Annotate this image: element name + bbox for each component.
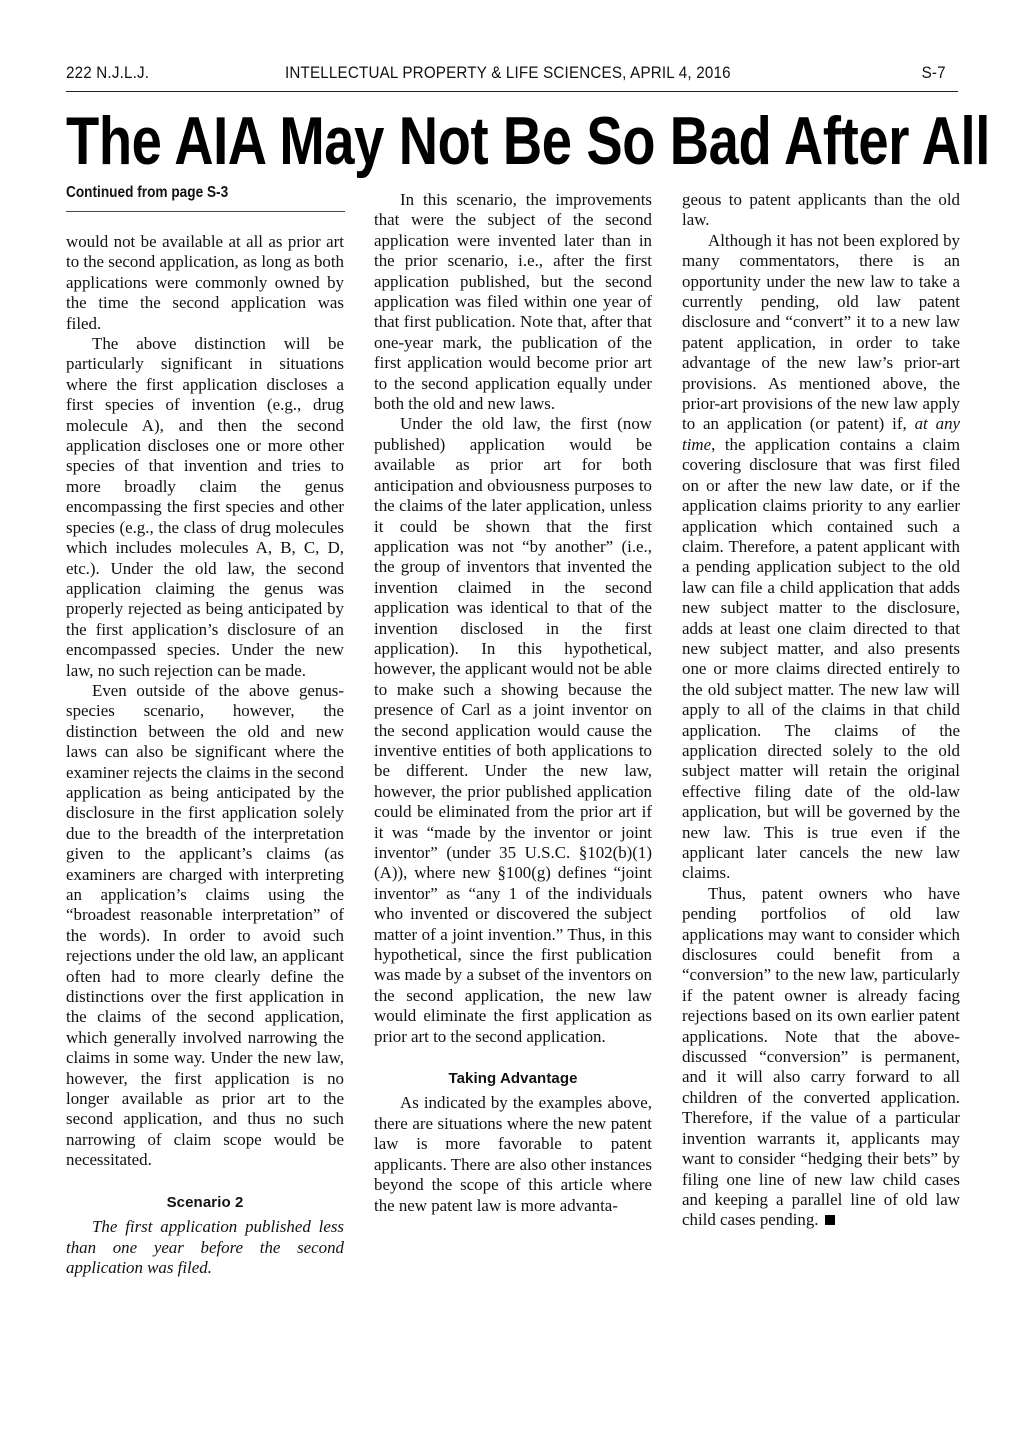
continued-from-label: Continued from page S-3 xyxy=(66,184,229,201)
paragraph: Under the old law, the first (now published) application would be available as prior art for both anticipation and obviousness purposes to the claims of the later application, unless it could be shown that the first application was not “by another” (i.e., the group of inventors that invented the invention claimed in the second application was identical to that of the invention disclosed in the first application). In this hypothetical, however, the applicant would not be able to make such a showing because the presence of Carl as a joint inventor on the second application would cause the inventive entities of both applications to be different. Under the new law, however, the prior published application could be eliminated from the prior art if it was “made by the inventor or joint inventor” (under 35 U.S.C. §102(b)(1)(A)), where new §100(g) defines “joint inventor” as “any 1 of the individuals who invented or discovered the subject matter of a joint invention.” Thus, in this hypothetical, since the first publication was made by a subset of the inventors on the second application, the new law would eliminate the first application as prior art to the second application. xyxy=(374,414,652,1046)
running-head xyxy=(66,64,958,90)
paragraph xyxy=(682,884,960,1231)
section-title: INTELLECTUAL PROPERTY & LIFE SCIENCES, APRIL 4, 2016 xyxy=(284,64,731,82)
page-number: S-7 xyxy=(921,64,946,82)
paragraph: Even outside of the above genus-species scenario, however, the distinction between the old and new laws can also be significant where the examiner rejects the claims in the second application as being anticipated by the disclosure in the first application solely due to the breadth of the interpretation given to the applicant’s claims (as examiners are charged with interpreting an application’s claims using the “broadest reasonable interpretation” of the words). In order to avoid such rejections under the old law, an applicant often had to more clearly define the distinctions over the first application in the claims of the second application, which generally involved narrowing the claims in some way. Under the new law, however, the first application is no longer available as prior art to the second application, and thus no such narrowing of claim scope would be necessitated. xyxy=(66,680,344,1170)
subheading-scenario-2: Scenario 2 xyxy=(166,1193,244,1211)
article-title: The AIA May Not Be So Bad After All xyxy=(66,103,990,179)
paragraph: would not be available at all as prior art to the second application, as long as both applications were commonly owned by the time the second application was filed. xyxy=(66,232,344,333)
column-1 xyxy=(66,232,344,1278)
paragraph xyxy=(682,231,960,884)
publication-folio: 222 N.J.L.J. xyxy=(66,64,150,82)
paragraph-text: Although it has not been explored by many commentators, there is an opportunity under the new law to take a currently pending, old law patent disclosure and “convert” it to a new law patent application, in order to take advantage of the new law’s prior-art provisions. As mentioned above, the prior-art provisions of the new law apply to an application (or patent) if, xyxy=(682,230,960,434)
column-2 xyxy=(374,190,652,1216)
end-of-article-mark xyxy=(825,1215,835,1225)
header-rule xyxy=(66,91,958,92)
paragraph-text: Thus, patent owners who have pending portfolios of old law applications may want to consider which disclosures could benefit from a “conversion” to the new law, particularly if the patent owner is already facing rejections based on its own earlier patent applications. Note that the above-discussed “conversion” is permanent, and it will also carry forward to all children of the converted application. Therefore, if the value of a particular invention warrants it, applicants may want to consider “hedging their bets” by filing one line of new law child cases and keeping a parallel line of old law child cases pending. xyxy=(682,883,960,1230)
paragraph: The above distinction will be particularly significant in situations where the first application discloses a first species of invention (e.g., drug molecule A), and then the second application discloses one or more other species of that invention and tries to more broadly claim the genus encompassing the first species and other species (e.g., the class of drug molecules which includes molecules A, B, C, D, etc.). Under the old law, the second application claiming the genus was properly rejected as being anticipated by the first application’s disclosure of an encompassed species. Under the new law, no such rejection can be made. xyxy=(66,334,344,680)
paragraph: geous to patent applicants than the old law. xyxy=(682,190,960,230)
continued-rule xyxy=(66,211,345,212)
paragraph-text: , the application contains a claim covering disclosure that was first filed on or after the new law date, or if the application claims priority to any earlier application which contained such a claim. Therefore, a patent applicant with a pending application subject to the old law can file a child application that adds new subject matter to the disclosure, adds at least one claim directed to that new subject matter, and also presents one or more claims directed entirely to the old subject matter. The new law will apply to all of the claims in that child application. The claims of the application directed solely to the old subject matter will retain the original effective filing date of the old-law application, but will be governed by the new law. This is true even if the applicant later cancels the new law claims. xyxy=(682,434,960,883)
scenario-description: The first application published less than one year before the second application was filed. xyxy=(66,1217,344,1277)
paragraph: As indicated by the examples above, there are situations where the new patent law is more favorable to patent applicants. There are also other instances beyond the scope of this article where the new patent law is more advanta- xyxy=(374,1093,652,1215)
column-3 xyxy=(682,190,960,1231)
subheading-taking-advantage: Taking Advantage xyxy=(448,1070,578,1088)
paragraph: In this scenario, the improvements that were the subject of the second application were invented later than in the prior scenario, i.e., after the first application published, but the second application was filed within one year of that first publication. Note that, after that one-year mark, the publication of the first application would become prior art to the second application equally under both the old and new laws. xyxy=(374,190,652,414)
emphasis-text: at any time xyxy=(682,414,961,454)
